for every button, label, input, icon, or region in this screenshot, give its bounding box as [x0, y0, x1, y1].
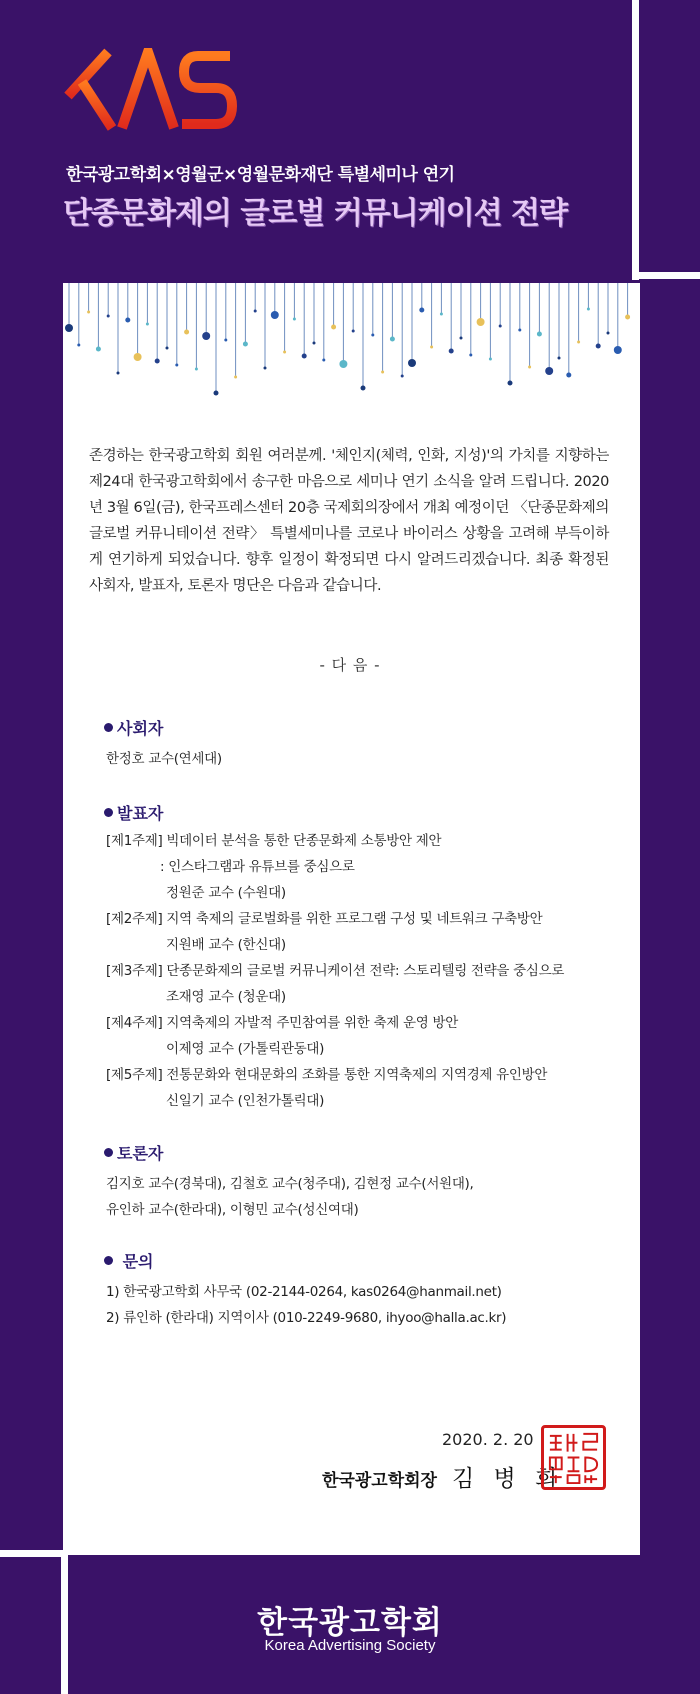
light-bulb [166, 347, 169, 350]
light-bulb [361, 386, 366, 391]
light-bulb [614, 346, 622, 354]
red-seal-stamp [541, 1425, 606, 1490]
light-bulb [117, 372, 120, 375]
discussant-line: 김지호 교수(경북대), 김철호 교수(청주대), 김현정 교수(서원대), [106, 1176, 474, 1192]
light-bulb [134, 353, 142, 361]
light-bulb [283, 351, 286, 354]
presenter-line: : 인스타그램과 유튜브를 중심으로 [160, 859, 355, 875]
event-subtitle: 한국광고학회×영월군×영월문화재단 특별세미나 연기 [66, 165, 455, 185]
light-bulb [381, 371, 384, 374]
light-bulb [430, 346, 433, 349]
daum-divider: - 다 음 - [319, 656, 381, 674]
presenter-line: [제1주제] 빅데이터 분석을 통한 단종문화제 소통방안 제안 [106, 833, 442, 849]
light-bulb [449, 349, 454, 354]
light-bulb [195, 368, 198, 371]
bullet-icon [104, 1256, 113, 1265]
light-bulb [271, 311, 279, 319]
bullet-icon [104, 808, 113, 817]
presenter-line: [제4주제] 지역축제의 자발적 주민참여를 위한 축제 운영 방안 [106, 1015, 458, 1031]
light-bulb [371, 334, 374, 337]
light-bulb [566, 373, 571, 378]
frame-line-bottom-left [0, 1550, 68, 1557]
light-bulb [243, 342, 248, 347]
presenters-heading [104, 801, 163, 824]
kas-logo [60, 48, 240, 133]
light-bulb [175, 364, 178, 367]
light-bulb [352, 330, 355, 333]
notice-date: 2020. 2. 20 [442, 1430, 534, 1449]
light-bulb [545, 367, 553, 375]
light-bulb [202, 332, 210, 340]
presenter-line: [제2주제] 지역 축제의 글로벌화를 위한 프로그램 구성 및 네트워크 구축방안 [106, 911, 543, 927]
light-bulb [596, 344, 601, 349]
light-bulb [460, 337, 463, 340]
light-bulb [331, 325, 336, 330]
light-bulb [214, 391, 219, 396]
presenter-line: [제5주제] 전통문화와 현대문화의 조화를 통한 지역축제의 지역경제 유인방안 [106, 1067, 548, 1083]
light-bulb [419, 308, 424, 313]
light-bulb [77, 344, 80, 347]
light-bulb [390, 337, 395, 342]
light-bulb [254, 310, 257, 313]
presenter-line: 정원준 교수 (수원대) [166, 885, 286, 901]
presenter-line: 이제영 교수 (가톨릭관동대) [166, 1041, 325, 1057]
frame-line-right-top [632, 0, 639, 280]
light-bulb [625, 315, 630, 320]
light-bulb [528, 366, 531, 369]
discussants-heading-label: 토론자 [117, 1144, 164, 1163]
light-bulb [224, 339, 227, 342]
seal-glyph-icon [544, 1428, 603, 1487]
light-bulb [558, 357, 561, 360]
light-bulb [339, 360, 347, 368]
event-title: 단종문화제의 글로벌 커뮤니케이션 전략 [63, 196, 567, 231]
light-bulb [293, 318, 296, 321]
light-bulb [499, 325, 502, 328]
hanging-lights-decoration [63, 283, 640, 418]
bullet-icon [104, 1148, 113, 1157]
discussant-line: 유인하 교수(한라대), 이형민 교수(성신여대) [106, 1202, 359, 1218]
light-bulb [146, 323, 149, 326]
light-bulb [587, 308, 590, 311]
light-bulb [607, 332, 610, 335]
inquiry-line: 1) 한국광고학회 사무국 (02-2144-0264, kas0264@hanmail.net) [106, 1284, 502, 1300]
presenter-line: [제3주제] 단종문화제의 글로벌 커뮤니케이션 전략: 스토리텔링 전략을 중심으로 [106, 963, 565, 979]
moderator-name: 한정호 교수(연세대) [106, 751, 222, 767]
light-bulb [408, 359, 416, 367]
frame-line-top-right [632, 272, 700, 279]
moderator-heading [104, 716, 163, 739]
presenter-line: 신일기 교수 (인천가톨릭대) [166, 1093, 325, 1109]
light-bulb [401, 375, 404, 378]
light-bulb [302, 354, 307, 359]
light-bulb [322, 359, 325, 362]
footer-society-english: Korea Advertising Society [264, 1637, 436, 1654]
light-bulb [65, 324, 73, 332]
light-bulb [96, 347, 101, 352]
light-bulb [477, 318, 485, 326]
footer-society-name: 한국광고학회 [257, 1605, 443, 1641]
moderator-heading-label: 사회자 [117, 719, 164, 738]
light-bulb [184, 330, 189, 335]
signature-title: 한국광고학회장 [322, 1471, 437, 1491]
light-bulb [87, 311, 90, 314]
signature-name: 김 병 희 [452, 1466, 564, 1492]
light-bulb [264, 367, 267, 370]
light-bulb [489, 358, 492, 361]
light-bulb [508, 381, 513, 386]
discussants-heading [104, 1141, 163, 1164]
presenter-line: 지원배 교수 (한신대) [166, 937, 286, 953]
light-bulb [469, 354, 472, 357]
presenter-line: 조재영 교수 (청운대) [166, 989, 286, 1005]
inquiry-heading-label: 문의 [122, 1252, 154, 1271]
light-bulb [107, 315, 110, 318]
inquiry-heading [104, 1249, 154, 1272]
presenters-heading-label: 발표자 [117, 804, 164, 823]
light-bulb [234, 376, 237, 379]
intro-paragraph: 존경하는 한국광고학회 회원 여러분께. '체인지(체력, 인화, 지성)'의 가치를 지향하는 제24대 한국광고학회에서 송구한 마음으로 세미나 연기 소식을 알려 드립니다. 2020년 3월 6일(금), 한국프레스센터 20층 국제회의장에서 개최 예정이던 〈단종문화제의 글로벌 커뮤니테이션 전략〉 특별세미나를 코로나 바이러스 상황을 고려해 부득이하게 연기하게 되었습니다. 향후 일정이 확정되면 다시 알려드리겠습니다. 최종 확정된 사회자, 발표자, 토론자 명단은 다음과 같습니다. [89, 448, 609, 594]
bullet-icon [104, 723, 113, 732]
light-bulb [125, 318, 130, 323]
light-bulb [440, 313, 443, 316]
light-bulb [313, 342, 316, 345]
light-bulb [155, 359, 160, 364]
light-bulb [577, 341, 580, 344]
light-bulb [518, 329, 521, 332]
light-bulb [537, 332, 542, 337]
inquiry-line: 2) 류인하 (한라대) 지역이사 (010-2249-9680, ihyoo@halla.ac.kr) [106, 1310, 507, 1326]
